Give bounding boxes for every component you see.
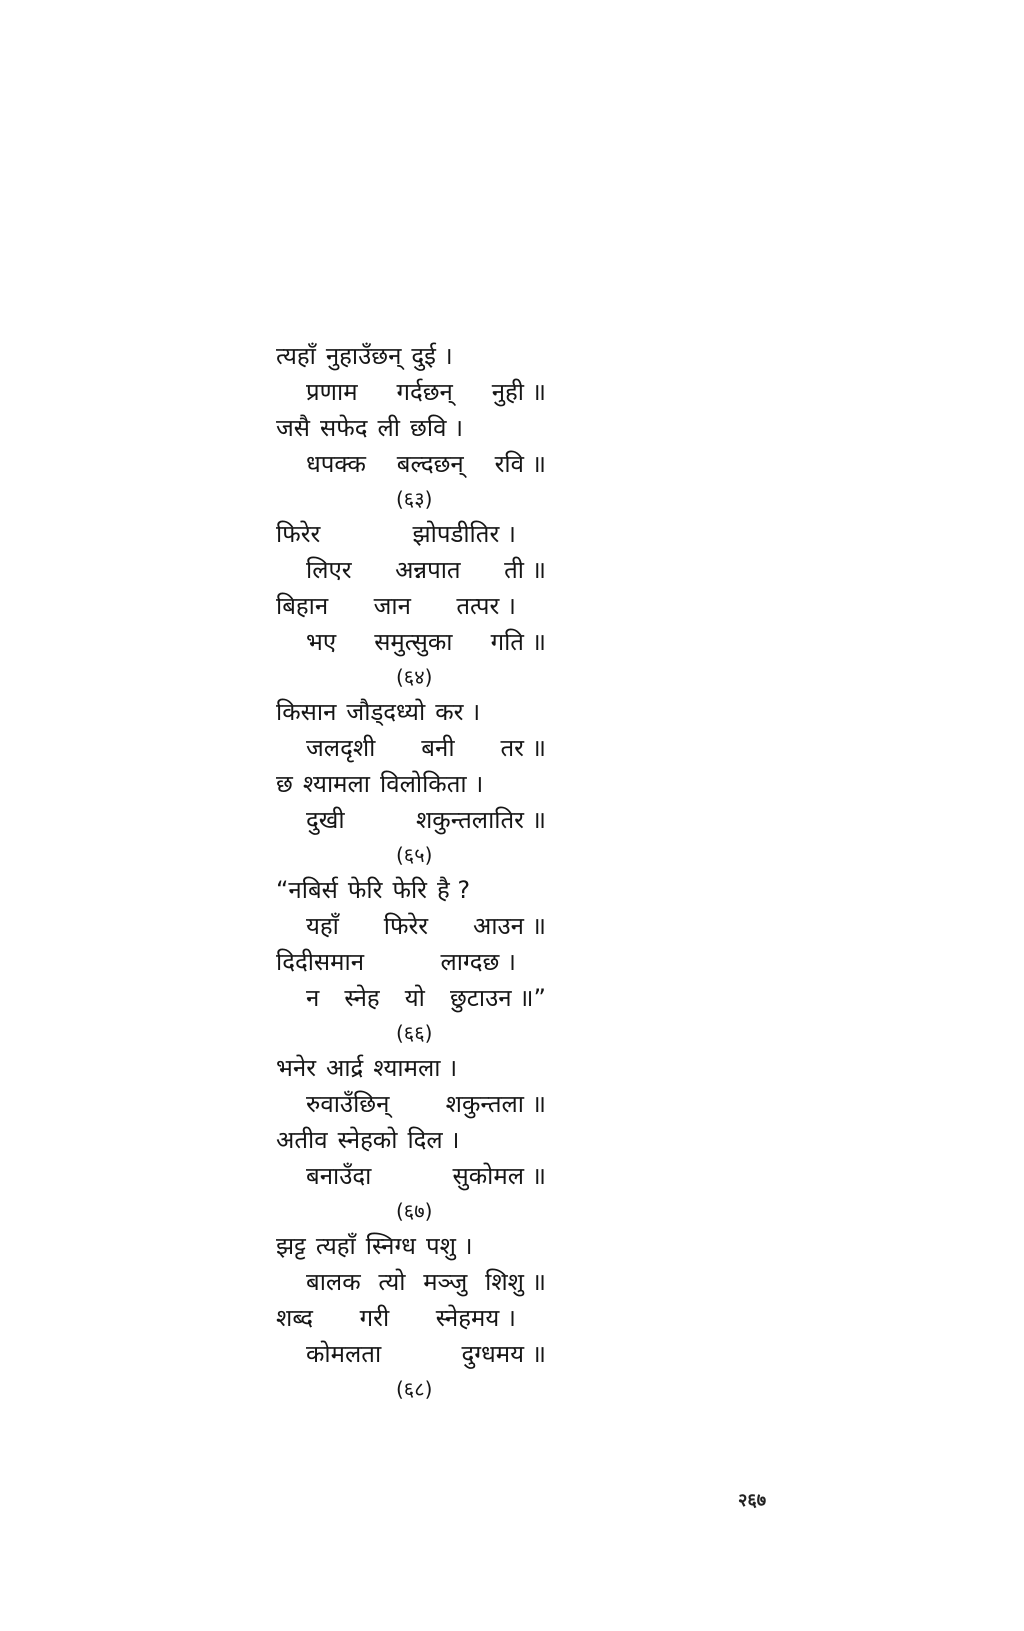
verse-word: छ [276,770,293,798]
verse-word: सुकोमल ॥ [452,1162,546,1190]
verse-word: पशु । [425,1232,473,1260]
verse-word: छवि । [410,414,464,442]
verse-word: त्यो [378,1268,406,1296]
verse-word: छुटाउन ॥” [449,984,546,1012]
verse-word: सफेद [320,414,368,442]
verse-line [276,1228,516,1264]
verse-line [306,624,546,660]
stanza [276,1228,576,1406]
stanza-number: (६५) [396,843,433,867]
verse-word: “नबिर्स [276,876,338,904]
verse-word: नुही ॥ [491,378,546,406]
verse-word: ली [377,414,401,442]
verse-line [306,446,546,482]
verse-word: फिरेर [276,520,321,548]
verse-word: दुग्धमय ॥ [461,1340,546,1368]
verse-line [276,410,516,446]
poem [276,338,576,1406]
verse-word: फेरि [392,876,427,904]
verse-word: श्यामला [302,770,371,798]
verse-line [276,1300,516,1336]
verse-word: जान [373,592,411,620]
verse-word: शकुन्तलातिर ॥ [415,806,546,834]
verse-word: बालक [306,1268,361,1296]
verse-word: गरी [359,1304,390,1332]
verse-word: स्नेहमय । [435,1304,516,1332]
verse-word: रवि ॥ [494,450,546,478]
verse-word: बनाउँदा [306,1162,372,1190]
verse-word: स्निग्ध [365,1232,416,1260]
stanza [276,694,576,872]
verse-word: नुहाउँछन् [325,342,402,370]
page-number: २६७ [738,1490,767,1511]
verse-word: झट्ट [276,1232,306,1260]
verse-word: स्नेह [344,984,380,1012]
verse-word: लिएर [306,556,352,584]
stanza-number: (६४) [396,665,433,689]
verse-word: शिशु ॥ [485,1268,546,1296]
verse-line [306,1158,546,1194]
verse-word: रुवाउँछिन् [306,1090,390,1118]
stanza-number: (६६) [396,1021,433,1045]
verse-line [276,694,516,730]
verse-line [306,980,546,1016]
verse-word: बिहान [276,592,329,620]
verse-word: मञ्जु [423,1268,468,1296]
verse-line [276,766,516,802]
verse-word: यो [404,984,425,1012]
verse-line [276,1050,516,1086]
verse-word: बल्दछन् [396,450,464,478]
verse-word: गर्दछन् [396,378,453,406]
verse-word: जलदृशी [306,734,376,762]
verse-line [306,730,546,766]
stanza-number: (६७) [396,1199,433,1223]
verse-word: त्यहाँ [315,1232,356,1260]
verse-word: कर । [435,698,481,726]
verse-word: बनी [421,734,455,762]
verse-word: आउन ॥ [472,912,546,940]
verse-word: किसान [276,698,337,726]
verse-word: फिरेर [383,912,429,940]
stanza-number: (६३) [396,487,433,511]
verse-word: दिल । [407,1126,460,1154]
verse-word: फेरि [347,876,383,904]
verse-line [276,1122,516,1158]
verse-line [276,516,516,552]
verse-word: समुत्सुका [374,628,453,656]
verse-line [306,1336,546,1372]
verse-word: तर ॥ [500,734,546,762]
verse-word: झोपडीतिर । [412,520,516,548]
verse-line [276,944,516,980]
verse-word: जसै [276,414,311,442]
verse-line [306,552,546,588]
verse-line [276,338,516,374]
verse-word: जौड्दध्यो [346,698,426,726]
verse-line [276,872,516,908]
verse-word: तत्पर । [456,592,516,620]
verse-word: श्यामला । [373,1054,458,1082]
verse-word: ती ॥ [504,556,546,584]
verse-line [276,588,516,624]
stanza [276,516,576,694]
verse-word: भनेर [276,1054,317,1082]
verse-word: आर्द्र [326,1054,364,1082]
verse-word: दिदीसमान [276,948,365,976]
verse-word: धपक्क [306,450,366,478]
verse-word: यहाँ [306,912,339,940]
verse-word: न [306,984,320,1012]
verse-line [306,1086,546,1122]
verse-word: विलोकिता । [380,770,484,798]
verse-line [306,908,546,944]
verse-word: लाग्दछ । [440,948,516,976]
verse-line [306,802,546,838]
verse-word: भए [306,628,337,656]
verse-word: है ? [437,876,471,904]
verse-word: प्रणाम [306,378,358,406]
stanza [276,338,576,516]
stanza [276,872,576,1050]
verse-word: त्यहाँ [276,342,316,370]
stanza-number: (६८) [396,1377,433,1401]
verse-word: दुई । [411,342,453,370]
verse-word: अन्नपात [395,556,461,584]
stanza [276,1050,576,1228]
verse-word: शकुन्तला ॥ [445,1090,546,1118]
verse-word: दुखी [306,806,345,834]
verse-line [306,1264,546,1300]
verse-word: कोमलता [306,1340,382,1368]
verse-word: अतीव [276,1126,328,1154]
verse-word: स्नेहको [337,1126,398,1154]
verse-word: शब्द [276,1304,314,1332]
verse-line [306,374,546,410]
verse-word: गति ॥ [490,628,546,656]
